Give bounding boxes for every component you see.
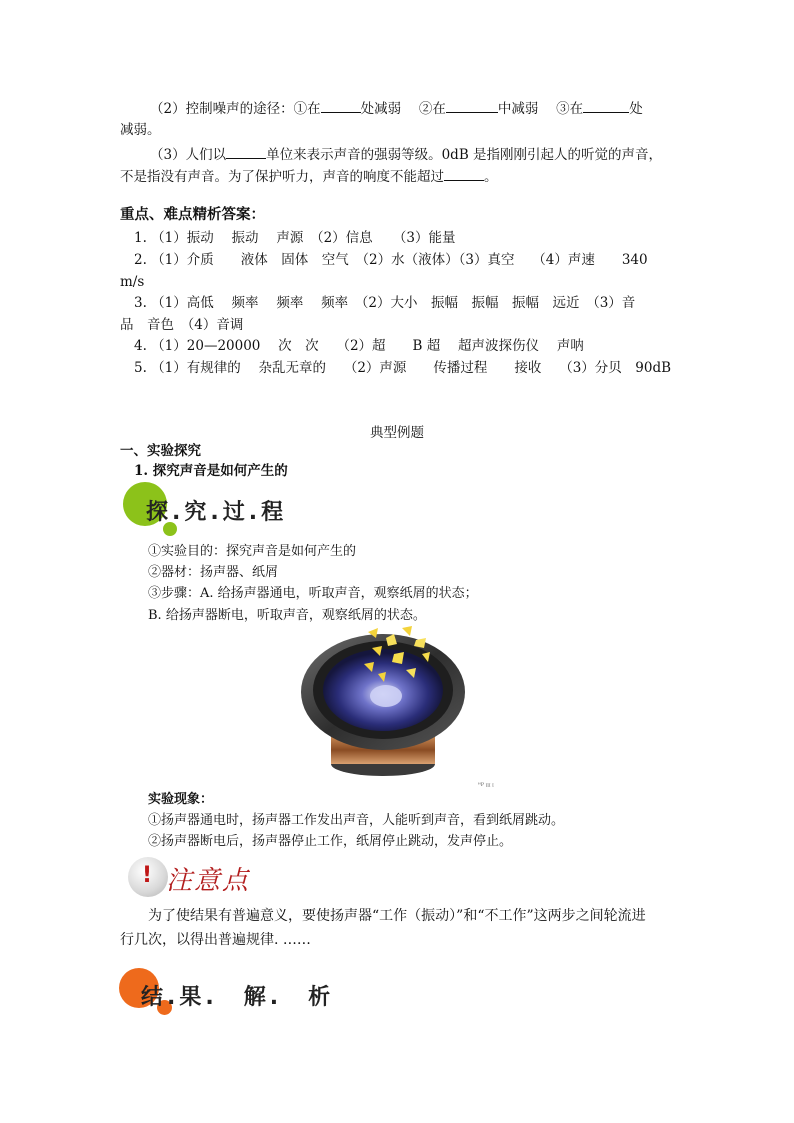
section-heading: 一、实验探究 [120,443,201,459]
phenomenon-1: ①扬声器通电时，扬声器工作发出声音，人能听到声音，看到纸屑跳动。 [148,813,565,828]
answer-2-cont: m/s [120,274,145,290]
noise-line-2 [150,98,643,119]
answer-2: 2. （1）介质 液体 固体 空气 （2）水（液体）（3）真空 （4）声速 340 [134,252,648,268]
noise-text: 单位来表示声音的强弱等级。0dB 是指刚刚引起人的听觉的声音， [266,147,663,163]
step-b: B. 给扬声器断电，听取声音，观察纸屑的状态。 [148,608,426,623]
speaker-image [298,624,478,784]
purpose: ①实验目的：探究声音是如何产生的 [148,544,357,559]
process-badge [123,482,323,542]
exclamation-icon: ! [142,863,153,888]
blank-5 [444,166,484,181]
noise-text: （2）控制噪声的途径：①在 [150,101,321,117]
blank-2 [446,98,498,113]
note-title: 注意点 [166,866,251,896]
equipment: ②器材：扬声器、纸屑 [148,565,279,580]
examples-title: 典型例题 [370,425,424,441]
result-title: 结.果. 解. 析 [141,985,335,1010]
answer-4: 4. （1）20—20000 次 次 （2）超 B 超 超声波探伤仪 声呐 [134,338,584,354]
noise-line-3 [150,144,662,165]
image-caption: ꟸP ꞁꞁꞁ ꞁ [478,782,494,788]
note-text-2: 行几次，以得出普遍规律. …… [120,932,311,948]
noise-text: 不是指没有声音。为了保护听力，声音的响度不能超过 [120,169,444,185]
noise-text: 中减弱 ③在 [497,101,584,117]
answers-heading: 重点、难点精析答案： [120,206,265,223]
noise-text: 。 [484,169,498,185]
note-badge [128,855,328,900]
item-heading: 1. 探究声音是如何产生的 [134,463,288,479]
noise-line-2-cont: 减弱。 [120,122,161,138]
phenomenon-heading: 实验现象： [148,792,214,807]
paper-scrap [402,626,412,636]
answer-3: 3. （1）高低 频率 频率 频率 （2）大小 振幅 振幅 振幅 远近 （3）音 [134,295,636,311]
answer-1: 1. （1）振动 振动 声源 （2）信息 （3）能量 [134,230,456,246]
answer-3-cont: 品 音色 （4）音调 [120,317,244,333]
blank-4 [226,144,266,159]
phenomenon-2: ②扬声器断电后，扬声器停止工作，纸屑停止跳动，发声停止。 [148,834,513,849]
result-badge [119,968,339,1018]
blank-3 [583,98,629,113]
blank-1 [321,98,361,113]
process-title: 探.究.过.程 [146,500,288,525]
answer-5: 5. （1）有规律的 杂乱无章的 （2）声源 传播过程 接收 （3）分贝 90dB [134,360,672,376]
noise-text: 处 [629,101,643,117]
noise-text: 处减弱 ②在 [360,101,446,117]
noise-text: （3）人们以 [150,147,227,163]
note-text-1: 为了使结果有普遍意义，要使扬声器“工作（振动）”和“不工作”这两步之间轮流进 [148,908,646,924]
noise-line-3-cont [120,166,498,187]
step-a: ③步骤：A. 给扬声器通电，听取声音，观察纸屑的状态； [148,586,478,601]
dust-cap [370,685,402,707]
